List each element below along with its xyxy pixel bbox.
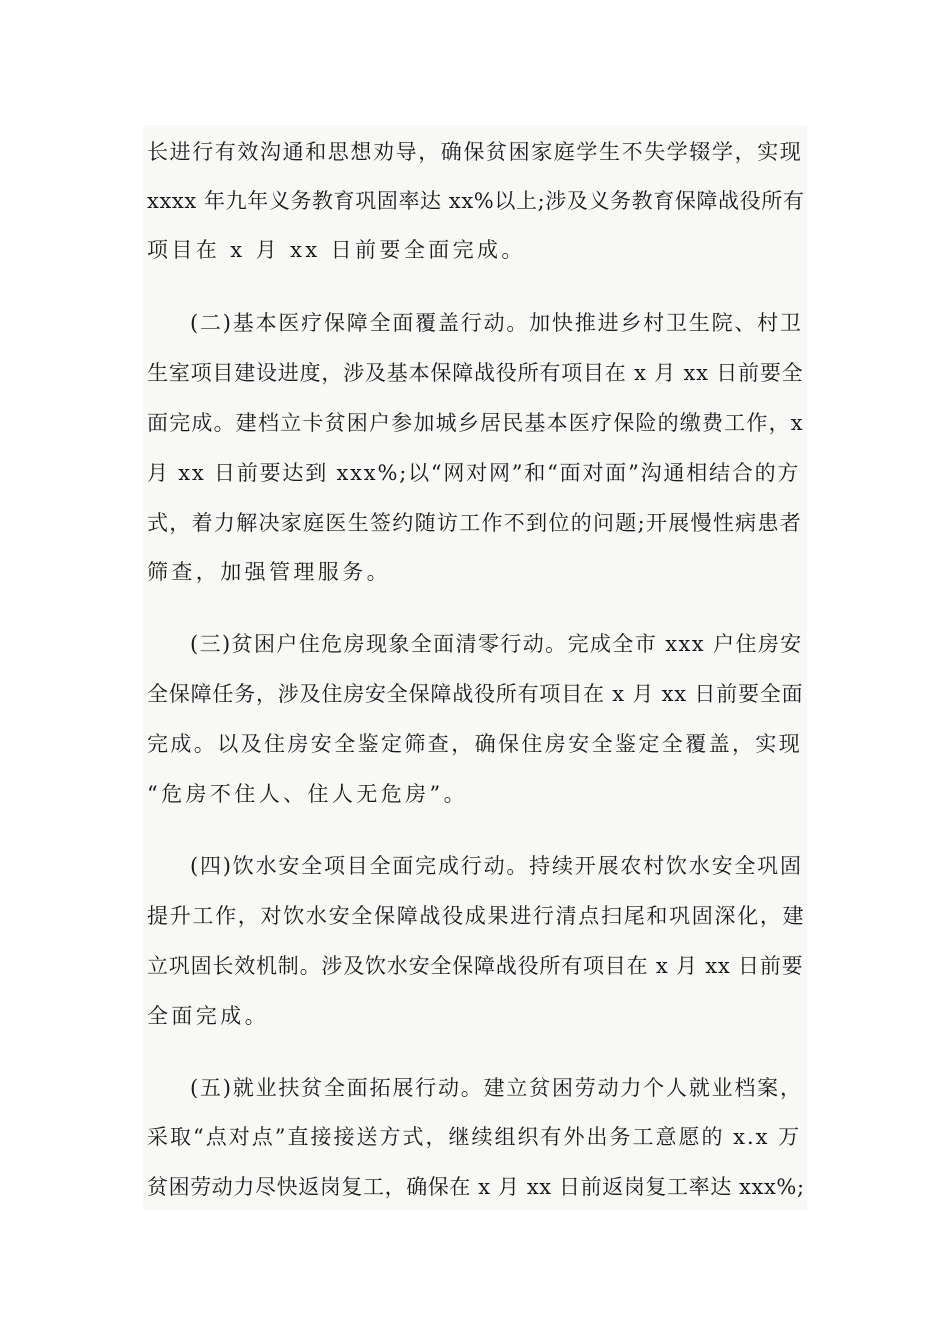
paragraph-line: (四)饮水安全项目全面完成行动。持续开展农村饮水安全巩固 (190, 854, 803, 878)
paragraph-line: 提升工作，对饮水安全保障战役成果进行清点扫尾和巩固深化，建 (147, 904, 806, 928)
paragraph-line: 完成。以及住房安全鉴定筛查，确保住房安全鉴定全覆盖，实现 (147, 732, 803, 756)
paragraph-line: “危房不住人、住人无危房”。 (147, 782, 469, 806)
paragraph-line: 贫困劳动力尽快返岗复工，确保在 x 月 xx 日前返岗复工率达 xxx%; (147, 1175, 805, 1199)
paragraph-line: 采取“点对点”直接接送方式，继续组织有外出务工意愿的 x.x 万 (147, 1125, 802, 1149)
paragraph-line: 生室项目建设进度，涉及基本保障战役所有项目在 x 月 xx 日前要全 (147, 361, 804, 385)
paragraph-line: (五)就业扶贫全面拓展行动。建立贫困劳动力个人就业档案， (190, 1076, 803, 1100)
paragraph-line: 全保障任务，涉及住房安全保障战役所有项目在 x 月 xx 日前要全面 (147, 682, 804, 706)
paragraph-line: 式，着力解决家庭医生签约随访工作不到位的问题;开展慢性病患者 (147, 511, 803, 535)
page-band (143, 125, 807, 1210)
paragraph-line: 立巩固长效机制。涉及饮水安全保障战役所有项目在 x 月 xx 日前要 (147, 954, 804, 978)
paragraph-line: (二)基本医疗保障全面覆盖行动。加快推进乡村卫生院、村卫 (190, 311, 803, 335)
paragraph-line: 筛查，加强管理服务。 (147, 560, 391, 584)
paragraph-line: 项目在 x 月 xx 日前要全面完成。 (147, 238, 526, 262)
paragraph-line: 面完成。建档立卡贫困户参加城乡居民基本医疗保险的缴费工作，x (147, 411, 804, 435)
paragraph-line: 全面完成。 (147, 1004, 269, 1028)
paragraph-line: 长进行有效沟通和思想劝导，确保贫困家庭学生不失学辍学，实现 (147, 140, 803, 164)
paragraph-line: (三)贫困户住危房现象全面清零行动。完成全市 xxx 户住房安 (190, 632, 803, 656)
paragraph-line: 月 xx 日前要达到 xxx%;以“网对网”和“面对面”沟通相结合的方 (147, 461, 801, 485)
paragraph-line: xxxx 年九年义务教育巩固率达 xx%以上;涉及义务教育保障战役所有 (147, 189, 805, 213)
